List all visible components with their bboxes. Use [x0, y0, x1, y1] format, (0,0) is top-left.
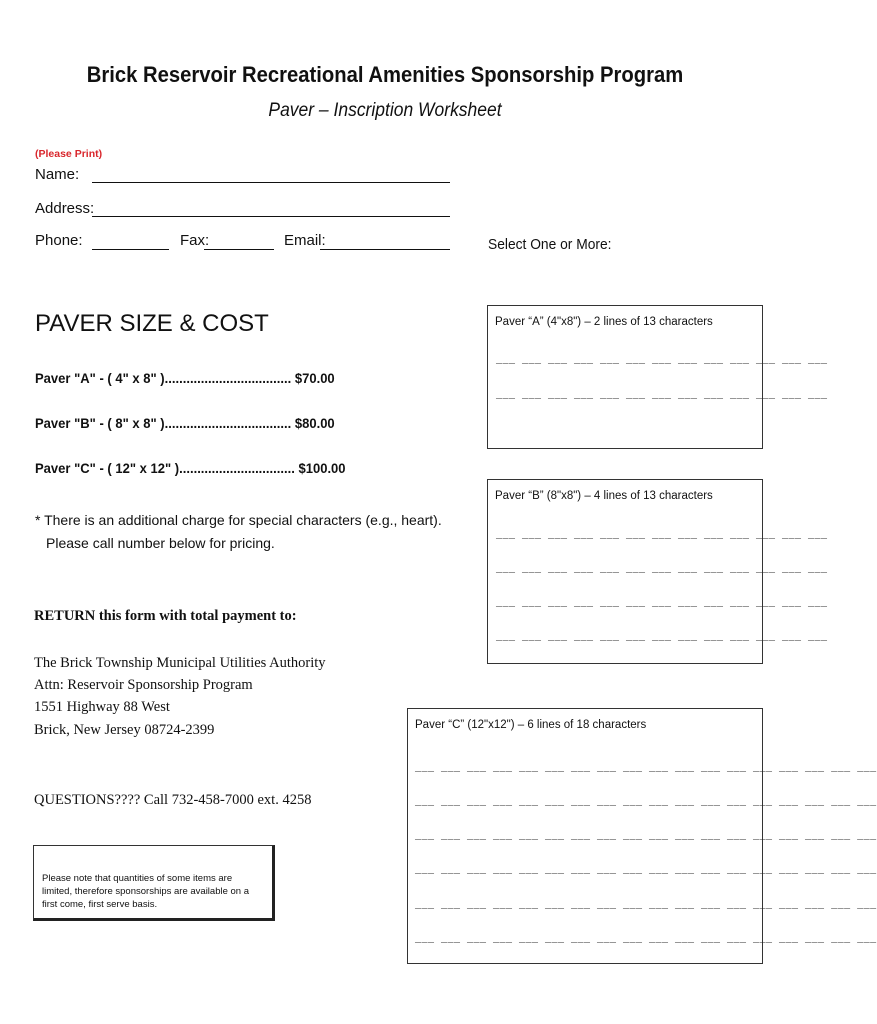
questions-contact: QUESTIONS???? Call 732-458-7000 ext. 4258 [34, 792, 312, 808]
paver-a-title: Paver “A” (4"x8") – 2 lines of 13 characters [495, 316, 713, 328]
name-field[interactable] [92, 182, 450, 183]
paver-b-line-4[interactable]: ___ ___ ___ ___ ___ ___ ___ ___ ___ ___ ___ ___ ___ [496, 633, 828, 644]
paver-a-box [487, 305, 828, 449]
select-one-label: Select One or More: [488, 236, 612, 253]
phone-label: Phone: [35, 232, 83, 249]
address-line: 1551 Highway 88 West [34, 699, 170, 715]
address-line: Attn: Reservoir Sponsorship Program [34, 677, 253, 693]
address-field[interactable] [92, 216, 450, 217]
paver-a-line-2[interactable]: ___ ___ ___ ___ ___ ___ ___ ___ ___ ___ ___ ___ ___ [496, 391, 828, 402]
paver-a-line-1[interactable]: ___ ___ ___ ___ ___ ___ ___ ___ ___ ___ ___ ___ ___ [496, 356, 828, 367]
price-item-a: Paver "A" - ( 4" x 8" )................................... $70.00 [35, 370, 335, 386]
paver-b-title: Paver “B” (8"x8") – 4 lines of 13 characters [495, 490, 713, 502]
phone-field[interactable] [92, 249, 169, 250]
paver-c-line-3[interactable]: ___ ___ ___ ___ ___ ___ ___ ___ ___ ___ ___ ___ ___ ___ ___ ___ ___ ___ [415, 832, 877, 843]
paver-size-cost-heading: PAVER SIZE & COST [35, 310, 269, 337]
paver-c-line-2[interactable]: ___ ___ ___ ___ ___ ___ ___ ___ ___ ___ ___ ___ ___ ___ ___ ___ ___ ___ [415, 798, 877, 809]
fax-field[interactable] [204, 249, 274, 250]
paver-c-line-4[interactable]: ___ ___ ___ ___ ___ ___ ___ ___ ___ ___ ___ ___ ___ ___ ___ ___ ___ ___ [415, 866, 877, 877]
email-label: Email: [284, 232, 326, 249]
page-title: Brick Reservoir Recreational Amenities Sponsorship Program [86, 62, 684, 87]
paver-c-line-6[interactable]: ___ ___ ___ ___ ___ ___ ___ ___ ___ ___ ___ ___ ___ ___ ___ ___ ___ ___ [415, 935, 877, 946]
address-label: Address: [35, 200, 95, 217]
availability-notice-text: Please note that quantities of some items are limited, therefore sponsorships are available on a first come, first serve basis. [42, 873, 250, 910]
paver-c-line-1[interactable]: ___ ___ ___ ___ ___ ___ ___ ___ ___ ___ ___ ___ ___ ___ ___ ___ ___ ___ [415, 764, 877, 775]
paver-b-line-3[interactable]: ___ ___ ___ ___ ___ ___ ___ ___ ___ ___ ___ ___ ___ [496, 599, 828, 610]
page-subtitle: Paver – Inscription Worksheet [268, 100, 502, 121]
address-line: The Brick Township Municipal Utilities Authority [34, 655, 326, 671]
special-chars-note-pricing: Please call number below for pricing. [46, 535, 275, 551]
paver-c-line-5[interactable]: ___ ___ ___ ___ ___ ___ ___ ___ ___ ___ ___ ___ ___ ___ ___ ___ ___ ___ [415, 901, 877, 912]
email-field[interactable] [320, 249, 450, 250]
price-item-c: Paver "C" - ( 12" x 12" )................................ $100.00 [35, 460, 346, 476]
return-heading: RETURN this form with total payment to: [34, 608, 297, 624]
paver-c-box [407, 708, 877, 964]
fax-label: Fax: [180, 232, 210, 249]
paver-b-line-1[interactable]: ___ ___ ___ ___ ___ ___ ___ ___ ___ ___ ___ ___ ___ [496, 531, 828, 542]
price-item-b: Paver "B" - ( 8" x 8" )................................... $80.00 [35, 415, 335, 431]
availability-notice-box [33, 845, 275, 921]
paver-b-box [487, 479, 828, 664]
paver-b-line-2[interactable]: ___ ___ ___ ___ ___ ___ ___ ___ ___ ___ ___ ___ ___ [496, 565, 828, 576]
special-chars-note: * There is an additional charge for special characters (e.g., heart). [35, 512, 442, 528]
name-label: Name: [35, 166, 80, 183]
paver-c-title: Paver “C” (12"x12") – 6 lines of 18 characters [415, 719, 647, 731]
please-print-note: (Please Print) [35, 148, 103, 160]
address-line: Brick, New Jersey 08724-2399 [34, 722, 215, 738]
